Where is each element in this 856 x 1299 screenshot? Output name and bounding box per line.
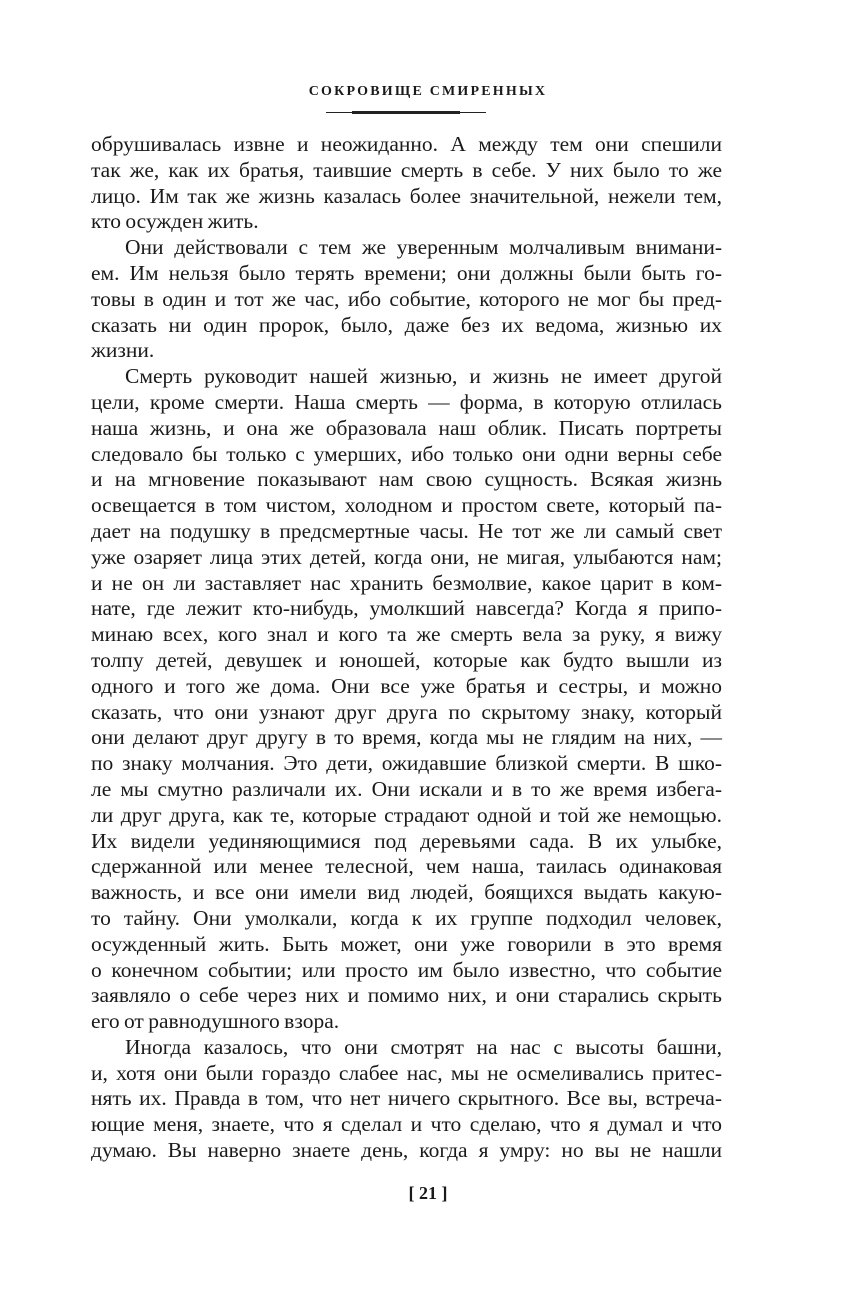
page-number: [ 21 ] [408, 1183, 448, 1203]
text-line: важность, и все они имели вид людей, боящихся выдать какую- [91, 880, 722, 905]
text-line: нять их. Правда в том, что нет ничего скрытного. Все вы, встреча- [91, 1086, 722, 1111]
text-line: и не он ли заставляет нас хранить безмолвие, какое царит в ком- [91, 570, 722, 595]
text-line: Они действовали с тем же уверенным молчаливым внимани- [125, 235, 722, 260]
text-line: освещается в том чистом, холодном и простом свете, который па- [91, 493, 722, 518]
text-line: они делают друг другу в то время, когда мы не глядим на них, — [91, 725, 722, 750]
running-head: СОКРОВИЩЕ СМИРЕННЫХ [308, 84, 548, 99]
text-line: жизни. [91, 338, 155, 363]
text-line: ле мы смутно различали их. Они искали и в то же время избега- [91, 776, 722, 801]
text-line: уже озаряет лица этих детей, когда они, не мигая, улыбаются нам; [91, 544, 722, 569]
text-line: сказать, что они узнают друг друга по скрытому знаку, который [91, 699, 722, 724]
text-line: сказать ни один пророк, было, даже без их ведома, жизнью их [91, 312, 722, 337]
text-line: по знаку молчания. Это дети, ожидавшие близкой смерти. В шко- [91, 751, 722, 776]
text-line: толпу детей, девушек и юношей, которые как будто вышли из [91, 647, 722, 672]
text-line: товы в один и тот же час, ибо событие, которого не мог бы пред- [91, 286, 722, 311]
text-line: осужденный жить. Быть может, они уже говорили в это время [91, 931, 722, 956]
text-line: ли друг друга, как те, которые страдают одной и той же немощью. [91, 802, 722, 827]
text-line: ем. Им нельзя было терять времени; они должны были быть го- [91, 260, 722, 285]
text-line: Смерть руководит нашей жизнью, и жизнь не имеет другой [125, 364, 722, 389]
text-line: минаю всех, кого знал и кого та же смерть вела за руку, я вижу [91, 622, 722, 647]
text-line: так же, как их братья, таившие смерть в себе. У них было то же [91, 157, 722, 182]
text-line: о конечном событии; или просто им было известно, что событие [91, 957, 722, 982]
text-line: и на мгновение показывают нам свою сущность. Всякая жизнь [91, 467, 722, 492]
text-line: наша жизнь, и она же образовала наш облик. Писать портреты [91, 415, 722, 440]
text-line: Иногда казалось, что они смотрят на нас с высоты башни, [125, 1034, 722, 1059]
text-line: нате, где лежит кто-нибудь, умолкший навсегда? Когда я припо- [91, 596, 722, 621]
text-line: кто осужден жить. [91, 209, 259, 234]
text-line: лицо. Им так же жизнь казалась более значительной, нежели тем, [91, 183, 722, 208]
text-line: Их видели уединяющимися под деревьями сада. В их улыбке, [91, 828, 722, 853]
text-line: думаю. Вы наверно знаете день, когда я умру: но вы не нашли [91, 1138, 722, 1163]
text-line: дает на подушку в предсмертные часы. Не тот же ли самый свет [91, 518, 722, 543]
header-rule-accent [352, 111, 460, 114]
text-line: и, хотя они были гораздо слабее нас, мы не осмеливались притес- [91, 1060, 722, 1085]
paragraph [91, 364, 722, 1035]
text-line: сдержанной или менее телесной, чем наша, таилась одинаковая [91, 854, 722, 879]
text-line: ющие меня, знаете, что я сделал и что сделаю, что я думал и что [91, 1112, 722, 1137]
text-line: одного и того же дома. Они все уже братья и сестры, и можно [91, 673, 722, 698]
text-line: заявляло о себе через них и помимо них, и они старались скрыть [91, 983, 722, 1008]
paragraph [91, 1035, 722, 1164]
paragraph [91, 132, 722, 235]
body-text [91, 132, 722, 1164]
paragraph [91, 235, 722, 364]
text-line: обрушивалась извне и неожиданно. А между тем они спешили [91, 132, 722, 156]
text-line: его от равнодушного взора. [91, 1009, 340, 1034]
text-line: следовало бы только с умерших, ибо только они одни верны себе [91, 441, 722, 466]
text-line: то тайну. Они умолкали, когда к их группе подходил человек, [91, 905, 722, 930]
text-line: цели, кроме смерти. Наша смерть — форма, в которую отлилась [91, 389, 722, 414]
